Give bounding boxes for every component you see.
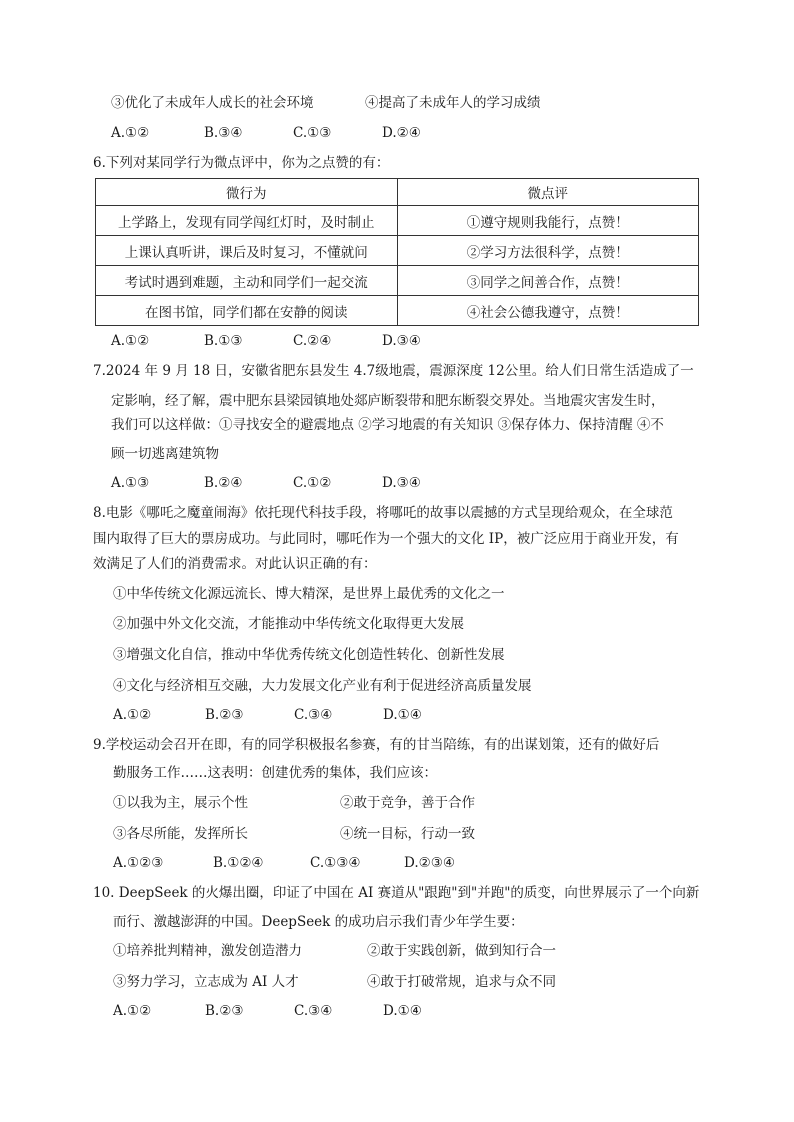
q8-statement-1: ①中华传统文化源远流长、博大精深，是世界上最优秀的文化之一: [113, 586, 505, 602]
q5-option-a: A.①②: [111, 125, 150, 141]
q9-option-d: D.②③④: [404, 855, 455, 871]
q8-statement-2: ②加强中外文化交流，才能推动中华传统文化取得更大发展: [113, 616, 464, 632]
q10-option-b: B.②③: [205, 1003, 244, 1019]
q10-option-a: A.①②: [113, 1003, 152, 1019]
table-cell: 在图书馆，同学们都在安静的阅读: [96, 296, 398, 326]
table-cell: 考试时遇到难题，主动和同学们一起交流: [96, 266, 398, 296]
table-row: [96, 296, 699, 326]
q7-line-4: 顾一切逃离建筑物: [111, 446, 219, 462]
table-row: [96, 266, 699, 296]
q6-option-d: D.③④: [382, 333, 421, 349]
q8-option-c: C.③④: [294, 707, 333, 723]
table-cell: 上课认真听讲，课后及时复习，不懂就问: [96, 236, 398, 266]
q10-line-1: 10. DeepSeek 的火爆出圈，印证了中国在 AI 赛道从"跟跑"到"并跑"的质变，向世界展示了一个向新: [93, 885, 700, 901]
table-row: [96, 236, 699, 266]
q5-option-d: D.②④: [382, 125, 421, 141]
q6-option-a: A.①②: [111, 333, 150, 349]
table-cell: ④社会公德我遵守，点赞！: [397, 296, 699, 326]
q5-statement-4: ④提高了未成年人的学习成绩: [365, 95, 541, 111]
q7-line-1: 7.2024 年 9 月 18 日，安徽省肥东县发生 4.7级地震，震源深度 12公里。给人们日常生活造成了一: [93, 363, 694, 379]
q9-statement-3: ③各尽所能，发挥所长: [113, 826, 248, 842]
q10-statement-1: ①培养批判精神，激发创造潜力: [113, 943, 302, 959]
q7-option-c: C.①②: [293, 475, 332, 491]
q7-line-3: 我们可以这样做：①寻找安全的避震地点 ②学习地震的有关知识 ③保存体力、保持清醒 ④不: [111, 417, 664, 433]
q8-option-d: D.①④: [383, 707, 422, 723]
q5-option-c: C.①③: [293, 125, 332, 141]
q7-option-d: D.③④: [382, 475, 421, 491]
q8-line-3: 效满足了人们的消费需求。对此认识正确的有：: [93, 556, 377, 572]
q5-statement-3: ③优化了未成年人成长的社会环境: [111, 95, 314, 111]
q10-option-c: C.③④: [294, 1003, 333, 1019]
q10-option-d: D.①④: [383, 1003, 422, 1019]
q7-line-2: 定影响，经了解，震中肥东县梁园镇地处郯庐断裂带和肥东断裂交界处。当地震灾害发生时，: [111, 393, 665, 409]
q6-option-c: C.②④: [293, 333, 332, 349]
q9-line-2: 勤服务工作……这表明：创建优秀的集体，我们应该：: [113, 765, 437, 781]
q9-option-c: C.①③④: [310, 855, 361, 871]
q9-option-b: B.①②④: [213, 855, 264, 871]
q8-line-2: 围内取得了巨大的票房成功。与此同时，哪吒作为一个强大的文化 IP，被广泛应用于商业开发，有: [93, 531, 679, 547]
q7-option-b: B.②④: [204, 475, 243, 491]
q10-statement-2: ②敢于实践创新，做到知行合一: [367, 943, 556, 959]
table-cell: ①遵守规则我能行，点赞！: [397, 206, 699, 236]
q6-table: [95, 178, 699, 326]
q10-statement-3: ③努力学习，立志成为 AI 人才: [113, 974, 299, 990]
table-row: [96, 206, 699, 236]
q10-line-2: 而行、激越澎湃的中国。DeepSeek 的成功启示我们青少年学生要：: [113, 914, 524, 930]
table-header: 微点评: [397, 179, 699, 206]
q9-statement-2: ②敢于竞争，善于合作: [340, 795, 475, 811]
table-cell: 上学路上，发现有同学闯红灯时，及时制止: [96, 206, 398, 236]
q8-option-b: B.②③: [205, 707, 244, 723]
q6-stem: 6.下列对某同学行为微点评中，你为之点赞的有：: [93, 155, 390, 171]
q8-statement-4: ④文化与经济相互交融，大力发展文化产业有利于促进经济高质量发展: [113, 678, 532, 694]
q8-option-a: A.①②: [113, 707, 152, 723]
q6-option-b: B.①③: [204, 333, 243, 349]
q8-line-1: 8.电影《哪吒之魔童闹海》依托现代科技手段，将哪吒的故事以震撼的方式呈现给观众，在全球范: [93, 505, 673, 521]
table-header: 微行为: [96, 179, 398, 206]
q8-statement-3: ③增强文化自信，推动中华优秀传统文化创造性转化、创新性发展: [113, 647, 505, 663]
q9-statement-1: ①以我为主，展示个性: [113, 795, 248, 811]
table-header-row: [96, 179, 699, 206]
q5-option-b: B.③④: [204, 125, 243, 141]
q9-statement-4: ④统一目标，行动一致: [340, 826, 475, 842]
q9-line-1: 9.学校运动会召开在即，有的同学积极报名参赛，有的甘当陪练，有的出谋划策，还有的做好后: [93, 737, 660, 753]
table-cell: ②学习方法很科学，点赞！: [397, 236, 699, 266]
table-cell: ③同学之间善合作，点赞！: [397, 266, 699, 296]
q10-statement-4: ④敢于打破常规，追求与众不同: [367, 974, 556, 990]
q9-option-a: A.①②③: [113, 855, 164, 871]
q7-option-a: A.①③: [111, 475, 150, 491]
